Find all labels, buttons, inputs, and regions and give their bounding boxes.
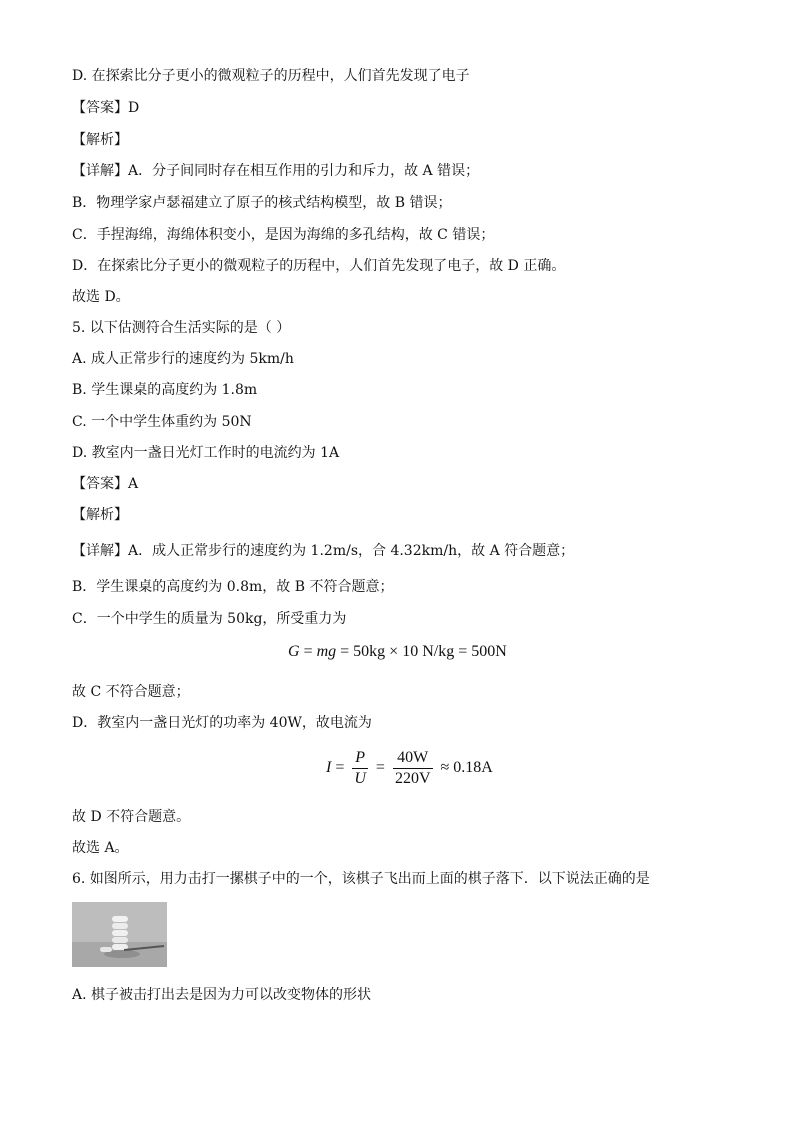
- option-d-q5: D. 教室内一盏日光灯工作时的电流约为 1A: [72, 445, 340, 461]
- chess-pieces-photo: [72, 902, 167, 967]
- option-a-q5: A. 成人正常步行的速度约为 5km/h: [72, 351, 294, 367]
- analysis-heading-q5: 【解析】: [72, 507, 128, 523]
- explanation-c-q5: C．一个中学生的质量为 50kg，所受重力为: [72, 611, 347, 627]
- answer-q4: 【答案】D: [72, 100, 140, 116]
- conclusion-q4: 故选 D。: [72, 289, 130, 305]
- fraction-p-over-u: $\frac{P}{U}$: [354, 749, 366, 787]
- option-a-q6: A. 棋子被击打出去是因为力可以改变物体的形状: [72, 987, 372, 1003]
- formula-current: I = $\frac{P}{U}$ = $\frac{40W}{220V}$ ≈ 0.18A: [326, 749, 493, 787]
- explanation-b-q5: B．学生课桌的高度约为 0.8m，故 B 不符合题意；: [72, 579, 394, 595]
- fraction-power-over-voltage: $\frac{40W}{220V}$: [394, 749, 431, 787]
- explanation-c-q4: C．手捏海绵，海绵体积变小，是因为海绵的多孔结构，故 C 错误；: [72, 227, 495, 243]
- option-c-q5: C. 一个中学生体重约为 50N: [72, 414, 252, 430]
- explanation-a-q4: 【详解】A．分子间同时存在相互作用的引力和斥力，故 A 错误；: [72, 163, 480, 179]
- explanation-a-q5: 【详解】A．成人正常步行的速度约为 1.2m/s，合 4.32km/h，故 A 符合题意；: [72, 543, 575, 559]
- option-b-q5: B. 学生课桌的高度约为 1.8m: [72, 382, 258, 398]
- explanation-b-q4: B．物理学家卢瑟福建立了原子的核式结构模型，故 B 错误；: [72, 195, 452, 211]
- formula-weight: G = mg = 50kg × 10 N/kg = 500N: [288, 643, 507, 660]
- question-5: 5. 以下估测符合生活实际的是（ ）: [72, 320, 291, 336]
- question-6: 6. 如图所示，用力击打一摞棋子中的一个，该棋子飞出而上面的棋子落下．以下说法正确的是: [72, 871, 650, 887]
- explanation-d-q4: D．在探索比分子更小的微观粒子的历程中，人们首先发现了电子，故 D 正确。: [72, 258, 566, 274]
- conclusion-c-q5: 故 C 不符合题意；: [72, 684, 190, 700]
- conclusion-d-q5: 故 D 不符合题意。: [72, 809, 191, 825]
- conclusion-q5: 故选 A。: [72, 840, 129, 856]
- option-d-q4: D. 在探索比分子更小的微观粒子的历程中，人们首先发现了电子: [72, 68, 470, 84]
- answer-q5: 【答案】A: [72, 476, 139, 492]
- explanation-d-q5: D．教室内一盏日光灯的功率为 40W，故电流为: [72, 715, 372, 731]
- analysis-heading-q4: 【解析】: [72, 132, 128, 148]
